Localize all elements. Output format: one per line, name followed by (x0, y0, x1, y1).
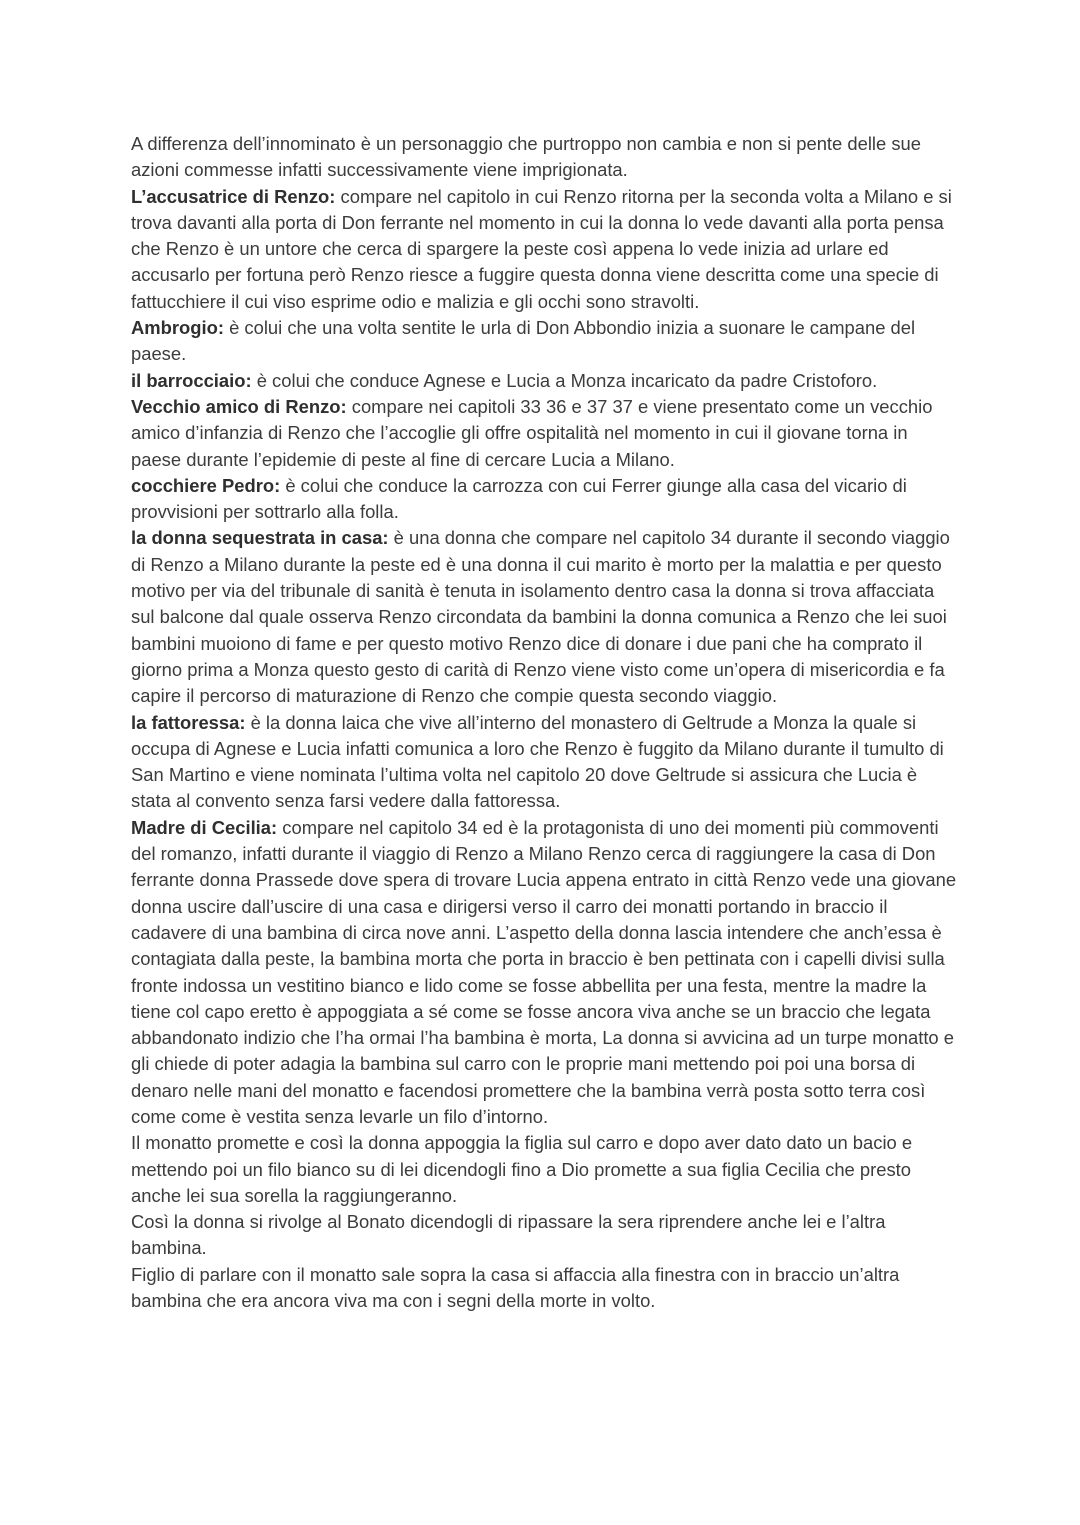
entry-term: la donna sequestrata in casa: (131, 527, 389, 549)
entry-cocchiere-pedro (131, 473, 961, 526)
entry-term: Vecchio amico di Renzo: (131, 395, 347, 417)
entry-term: Madre di Cecilia: (131, 816, 278, 838)
entry-term: il barrocciaio: (131, 369, 252, 391)
entry-ambrogio (131, 315, 961, 368)
intro-paragraph: A differenza dell’innominato è un personaggio che purtroppo non cambia e non si pente delle sue azioni commesse infatti successivamente viene imprigionata. (131, 133, 921, 181)
document-page (131, 131, 961, 1314)
entry-text: è colui che conduce Agnese e Lucia a Monza incaricato da padre Cristoforo. (251, 369, 878, 391)
entry-term: L’accusatrice di Renzo: (131, 185, 336, 207)
entry-text: è la donna laica che vive all’interno del monastero di Geltrude a Monza la quale si occupa di Agnese e Lucia infatti comunica a loro che Renzo è fuggito da Milano durante il tumulto di San Martino e viene nominata l’ultima volta nel capitolo 20 dove Geltrude si assicura che Lucia è stata al convento senza farsi vedere dalla fattoressa. (131, 711, 944, 812)
entry-term: Ambrogio: (131, 317, 224, 339)
entry-text: è una donna che compare nel capitolo 34 durante il secondo viaggio di Renzo a Milano durante la peste ed è una donna il cui marito è morto per la malattia e per questo motivo per via del tribunale di sanità è tenuta in isolamento dentro casa la donna si trova affacciata sul balcone dal quale osserva Renzo circondata da bambini la donna comunica a Renzo che lei suoi bambini muoiono di fame e per questo motivo Renzo dice di donare i due pani che ha comprato il giorno prima a Monza questo gesto di carità di Renzo viene visto come un’opera di misericordia e fa capire il percorso di maturazione di Renzo che compie questa secondo viaggio. (131, 527, 950, 707)
closing-paragraph: Il monatto promette e così la donna appoggia la figlia sul carro e dopo aver dato dato un bacio e mettendo poi un filo bianco su di lei dicendogli fino a Dio promette a sua figlia Cecilia che presto anche lei sua sorella la raggiungeranno. (131, 1132, 913, 1206)
entry-text: compare nei capitoli 33 36 e 37 37 e viene presentato come un vecchio amico d’infanzia di Renzo che l’accoglie gli offre ospitalità nel momento in cui il giovane torna in paese durante l’epidemie di peste al fine di cercare Lucia a Milano. (131, 395, 933, 470)
entry-text: compare nel capitolo in cui Renzo ritorna per la seconda volta a Milano e si trova davanti alla porta di Don ferrante nel momento in cui la donna lo vede davanti alla porta pensa che Renzo è un untore che cerca di spargere la peste così appena lo vede inizia ad urlare ed accusarlo per fortuna però Renzo riesce a fuggire questa donna viene descritta come una specie di fattucchiere il cui viso esprime odio e malizia e gli occhi sono stravolti. (131, 185, 952, 312)
entry-term: cocchiere Pedro: (131, 474, 281, 496)
entry-barrocciaio (131, 368, 961, 394)
entry-term: la fattoressa: (131, 711, 246, 733)
entry-text: compare nel capitolo 34 ed è la protagonista di uno dei momenti più commoventi del romanzo, infatti durante il viaggio di Renzo a Milano Renzo cerca di raggiungere la casa di Don ferrante donna Prassede dove spera di trovare Lucia appena entrato in città Renzo vede una giovane donna uscire dall’uscire di una casa e dirigersi verso il carro dei monatti portando in braccio il cadavere di una bambina di circa nove anni. L’aspetto della donna lascia intendere che anch’essa è contagiata dalla peste, la bambina morta che porta in braccio è ben pettinata con i capelli divisi sulla fronte indossa un vestitino bianco e lido come se fosse abbellita per una festa, mentre la madre la tiene col capo eretto è appoggiata a sé come se fosse ancora viva anche se un braccio che legata abbandonato indizio che l’ha ormai l’ha bambina è morta, La donna si avvicina ad un turpe monatto e gli chiede di poter adagia la bambina sul carro con le proprie mani mettendo poi poi una borsa di denaro nelle mani del monatto e facendosi promettere che la bambina verrà posta sotto terra così come come è vestita senza levarle un filo d’intorno. (131, 816, 957, 1127)
entry-text: è colui che conduce la carrozza con cui Ferrer giunge alla casa del vicario di provvisioni per sottrarlo alla folla. (131, 474, 907, 523)
entry-accusatrice (131, 184, 961, 315)
closing-paragraph: Figlio di parlare con il monatto sale sopra la casa si affaccia alla finestra con in braccio un’altra bambina che era ancora viva ma con i segni della morte in volto. (131, 1263, 900, 1312)
entry-text: è colui che una volta sentite le urla di Don Abbondio inizia a suonare le campane del paese. (131, 317, 916, 365)
entry-madre-cecilia (131, 815, 961, 1131)
entry-fattoressa (131, 710, 961, 815)
entry-vecchio-amico (131, 394, 961, 473)
closing-paragraph: Così la donna si rivolge al Bonato dicendogli di ripassare la sera riprendere anche lei e l’altra bambina. (131, 1211, 886, 1259)
entry-donna-sequestrata (131, 525, 961, 709)
